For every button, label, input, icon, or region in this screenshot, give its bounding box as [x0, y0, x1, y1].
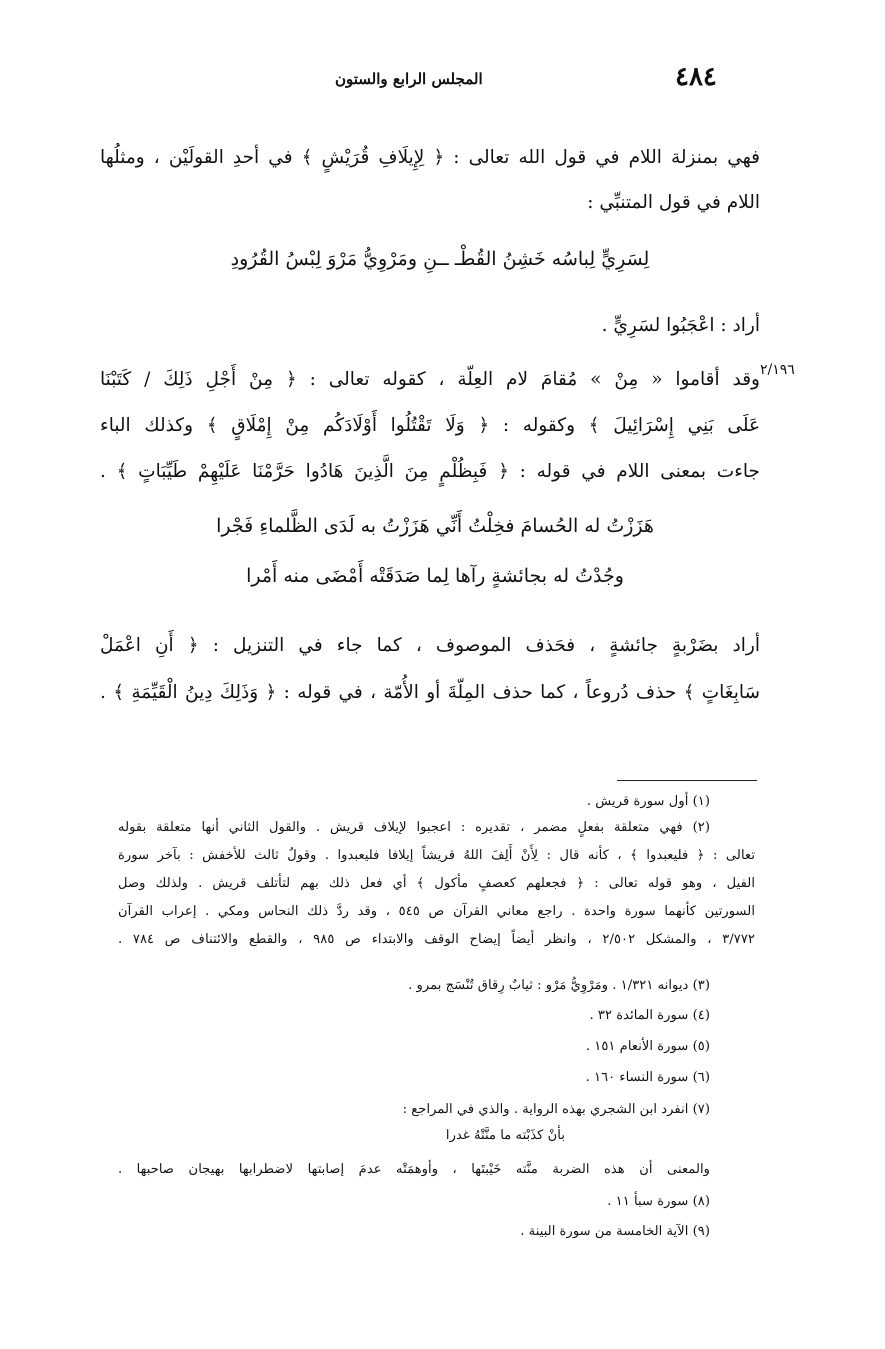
verse-line: وجُدْتُ له بجائشةٍ رآها لِما صَدَقَتْه أَمْضَى منه أَمْرا — [246, 565, 624, 587]
body-line: اللام في قول المتنبِّي : — [587, 192, 760, 213]
footnote: (٤) سورة المائدة ٣٢ . — [589, 1008, 710, 1023]
footnote: (٥) سورة الأنعام ١٥١ . — [585, 1039, 710, 1054]
running-title: المجلس الرابع والستون — [335, 70, 483, 88]
body-line: فهي بمنزلة اللام في قول الله تعالى : ﴿ لِإِيلَافِ قُرَيْشٍ ﴾ في أحدِ القولَيْن ، ومثلُها — [100, 147, 760, 168]
body-line: أراد : اعْجَبُوا لسَرِيٍّ . — [601, 315, 760, 336]
footnote: (٨) سورة سبأ ١١ . — [607, 1194, 710, 1209]
verse-line: لِسَرِيٍّ لِباسُه خَشِنُ القُطْـ ــنِ ومَرْوِيُّ مَرْوَ لِبْسُ القُرُودِ — [230, 248, 650, 270]
footnote-separator — [617, 780, 757, 781]
body-line: جاءت بمعنى اللام في قوله : ﴿ فَبِظُلْمٍ مِنَ الَّذِينَ هَادُوا حَرَّمْنَا عَلَيْهِمْ طَيِّبَاتٍ ﴾ . — [100, 461, 760, 482]
body-line: عَلَى بَنِي إِسْرَائِيلَ ﴾ وكقوله : ﴿ وَلَا تَقْتُلُوا أَوْلَادَكُم مِنْ إِمْلَاقٍ ﴾ وكذلك الباء — [100, 415, 760, 436]
footnote-verse: بأنْ كذَبْته ما منَّتْهُ غدرا — [445, 1128, 565, 1143]
footnote-continuation: ٣/٧٧٢ ، والمشكل ٢/٥٠٢ ، وانظر أيضاً إيضاح الوقف والابتداء ص ٩٨٥ ، والقطع والائتناف ص ٧٨٤ . — [118, 932, 755, 947]
page-header — [0, 62, 885, 98]
footnote: (٢) فهي متعلقة بفعلٍ مضمر ، تقديره : اعجبوا لإيلاف قريش . والقول الثاني أنها متعلقة بقوله — [118, 820, 710, 835]
footnote-continuation: السورتين كأنهما سورة واحدة . راجع معاني القرآن ص ٥٤٥ ، وقد ردَّ ذلك النحاس ومكي . إعراب القرآن — [118, 904, 755, 919]
margin-reference: ٢/١٩٦ — [760, 362, 795, 378]
body-line: وقد أقاموا « مِنْ » مُقامَ لام العِلّة ، كقوله تعالى : ﴿ مِنْ أَجْلِ ذَلِكَ / كَتَبْنَا — [100, 369, 760, 390]
footnote-continuation: الفيل ، وهو قوله تعالى : ﴿ فجعلهم كعصفٍ مأكول ﴾ أي فعل ذلك بهم لتأتلف قريش . ولذلك وصل — [118, 876, 755, 891]
footnote: (٧) انفرد ابن الشجري بهذه الرواية . والذي في المراجع : — [402, 1102, 710, 1117]
footnote: (١) أول سورة قريش . — [586, 794, 710, 809]
page-number: ٤٨٤ — [675, 62, 717, 92]
footnote-continuation: تعالى : ﴿ فليعبدوا ﴾ ، كأنه قال : لِأَنْ أَلِفَ اللهُ قريشاً إيلافا فليعبدوا . وقولٌ ثالث للأخفش : بآخر سورة — [118, 848, 755, 863]
verse-line: هَزَزْتُ له الحُسامَ فخِلْتُ أَنِّي هَزَزْتُ به لَدَى الظَّلماءِ فَجْرا — [216, 515, 654, 537]
footnote-continuation: والمعنى أن هذه الضربة منَّته خَيْبتَها ، وأوهمَتْه عدمَ إصابتها لاضطرابها بهيجان صاحبها . — [118, 1162, 710, 1177]
footnote: (٩) الآية الخامسة من سورة البينة . — [520, 1224, 710, 1239]
footnote: (٦) سورة النساء ١٦٠ . — [585, 1070, 710, 1085]
body-line: سَابِغَاتٍ ﴾ حذف دُروعاً ، كما حذف المِلّةَ أو الأُمّة ، في قوله : ﴿ وَذَلِكَ دِينُ الْقَيِّمَةِ ﴾ . — [100, 682, 760, 703]
body-line: أراد بضَرْبةٍ جائشةٍ ، فحَذف الموصوف ، كما جاء في التنزيل : ﴿ أَنِ اعْمَلْ — [100, 635, 760, 656]
footnote: (٣) ديوانه ١/٣٢١ . ومَرْوِيُّ مَرْو : ثيابٌ رِقاق تُنْسَج بمرو . — [408, 978, 710, 993]
